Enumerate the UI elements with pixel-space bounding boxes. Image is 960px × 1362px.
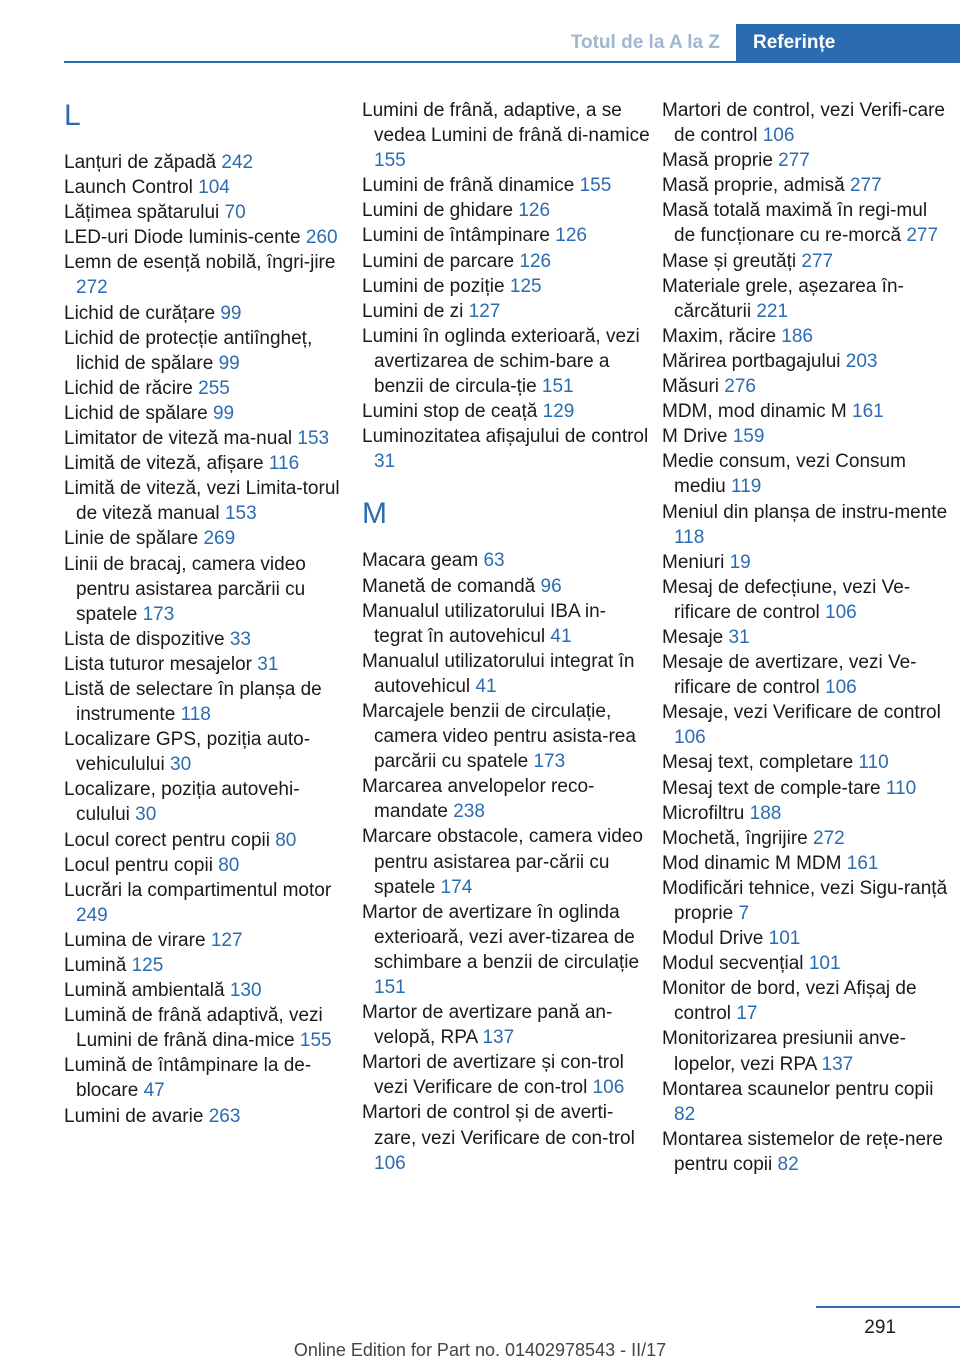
page-reference-link[interactable]: 125 [509,275,542,297]
page-reference-link[interactable]: 106 [592,1077,625,1099]
index-entry [362,548,652,573]
index-entry [662,776,952,801]
page-reference-link[interactable]: 106 [825,677,857,699]
page-reference-link[interactable]: 126 [519,250,552,272]
index-entry-text: Lichid de răcire [64,377,193,399]
page-reference-link[interactable]: 137 [821,1053,854,1075]
index-entry [64,777,350,827]
page-reference-link[interactable]: 188 [749,802,782,824]
page-reference-link[interactable]: 130 [229,980,262,1002]
index-entry-text: Lemn de esență nobilă, îngri-jire [64,252,336,274]
index-entry [64,150,350,175]
page-reference-link[interactable]: 173 [142,603,175,625]
index-entry-text: Martori de avertizare și con-trol vezi Verificare de con-trol [362,1052,624,1099]
page-reference-link[interactable]: 272 [813,827,845,849]
index-entry-text: Manualul utilizatorului integrat în autovehicul [362,650,635,697]
index-entry-text: Monitorizarea presiunii anve-lopelor, vezi RPA [662,1028,906,1075]
page-reference-link[interactable]: 30 [170,754,192,776]
index-entry [362,900,652,1000]
index-entry-text: Linii de bracaj, camera video pentru asistarea parcării cu spatele [64,553,306,625]
index-entry [64,953,350,978]
page-reference-link[interactable]: 70 [224,202,246,224]
index-entry-text: Martor de avertizare pană an-velopă, RPA [362,1002,613,1049]
page-reference-link[interactable]: 110 [858,752,889,774]
index-entry [662,500,952,550]
index-entry [362,299,652,324]
page-reference-link[interactable]: 31 [257,653,279,675]
index-entry [662,399,952,424]
index-entry [362,223,652,248]
index-entry [662,1127,952,1177]
page-reference-link[interactable]: 41 [550,625,572,647]
index-entry-text: Luminozitatea afișajului de control [362,426,649,448]
page-reference-link[interactable]: 116 [268,453,300,475]
page-reference-link[interactable]: 82 [674,1103,696,1125]
index-entry-text: Limită de viteză, afișare [64,453,264,475]
index-entry-text: Mase și greutăți [662,250,797,272]
index-entry-text: Lumini de ghidare [362,200,514,222]
page-reference-link[interactable]: 277 [906,225,939,247]
index-entry-text: Lățimea spătarului [64,202,220,224]
index-entry [64,928,350,953]
index-entry [362,1100,652,1175]
edition-footer: Online Edition for Part no. 01402978543 - II/17 [293,1340,667,1360]
index-entry [662,650,952,700]
page-reference-link[interactable]: 106 [762,125,795,147]
index-entry [64,878,350,928]
index-entry [662,876,952,926]
index-entry [662,349,952,374]
index-entry [64,476,350,526]
index-entry-text: Lichid de protecție antiîngheț, lichid de spălare [64,327,313,374]
index-entry-text: Monitor de bord, vezi Afișaj de control [662,978,917,1025]
page-reference-link[interactable]: 238 [453,801,485,823]
index-entry [662,324,952,349]
index-entry [64,401,350,426]
index-entry [64,301,350,326]
index-entry [662,801,952,826]
page-reference-link[interactable]: 31 [374,451,396,473]
index-entry-text: Lista tuturor mesajelor [64,653,252,675]
index-entry-text: Listă de selectare în planșa de instrumente [64,678,322,726]
index-entry-text: Mod dinamic M MDM [662,852,842,874]
index-entry [662,926,952,951]
page-reference-link[interactable]: 119 [731,476,762,498]
chapter-tab[interactable]: Referințe [736,24,960,62]
index-entry-text: Lumina de virare [64,929,206,951]
index-entry [64,552,350,627]
index-entry [362,774,652,824]
page-reference-link[interactable]: 80 [275,829,297,851]
page-reference-link[interactable]: 126 [555,225,587,247]
index-entry-text: Lichid de spălare [64,402,208,424]
index-entry-text: LED-uri Diode luminis-cente [64,227,301,249]
index-entry [662,575,952,625]
index-entry-text: Mesaj de defecțiune, vezi Ve-rificare de control [662,576,911,623]
index-entry-text: Locul pentru copii [64,854,213,876]
index-entry [662,424,952,449]
index-entry [362,98,652,173]
index-entry [64,1104,350,1129]
index-entry-text: Lumini stop de ceață [362,401,538,423]
index-entry-text: Masă proprie [662,150,773,172]
index-entry [662,98,952,148]
index-entry-text: Marcajele benzii de circulație, camera video pentru asista-rea parcării cu spatele [362,700,636,773]
index-entry [662,976,952,1026]
index-entry-text: Marcarea anvelopelor reco-mandate [362,776,595,823]
page-reference-link[interactable]: 126 [518,200,551,222]
index-entry-text: Medie consum, vezi Consum mediu [662,451,906,498]
index-entry-text: Montarea sistemelor de rețe-nere pentru copii [662,1128,943,1175]
page-reference-link[interactable]: 19 [729,551,751,573]
index-entry [662,249,952,274]
page-reference-link[interactable]: 110 [885,777,917,799]
index-entry [362,649,652,699]
index-entry-text: Lanțuri de zăpadă [64,152,217,173]
page-reference-link[interactable]: 203 [845,350,878,372]
page-reference-link[interactable]: 82 [777,1153,799,1175]
index-entry [662,826,952,851]
page-reference-link[interactable]: 31 [728,626,750,648]
index-entry-text: Mesaj text, completare [662,752,854,774]
page-reference-link[interactable]: 47 [143,1080,165,1102]
index-entry-text: Manualul utilizatorului IBA in-tegrat în autovehicul [362,600,606,647]
page-reference-link[interactable]: 104 [198,177,230,199]
index-letter-heading: L [64,99,81,132]
index-entry [64,426,350,451]
index-entry [64,627,350,652]
index-entry [662,625,952,650]
index-entry-text: M Drive [662,426,728,448]
index-entry-text: Modul Drive [662,928,764,950]
index-entry [662,700,952,750]
index-entry-text: Lumini de frână, adaptive, a se vedea Lumini de frână di-namice [362,100,650,147]
page-reference-link[interactable]: 118 [674,526,705,548]
page-reference-link[interactable]: 7 [738,903,750,924]
page-reference-link[interactable]: 159 [732,426,765,448]
page-reference-link[interactable]: 263 [208,1105,241,1127]
page-reference-link[interactable]: 155 [299,1030,332,1052]
page-reference-link[interactable]: 106 [374,1152,406,1174]
page-reference-link[interactable]: 99 [220,302,242,324]
index-entry-text: Materiale grele, așezarea în-cărcăturii [662,275,904,322]
index-entry-text: Linie de spălare [64,528,199,550]
index-entry-text: Mochetă, îngrijire [662,827,808,849]
page-reference-link[interactable]: 269 [203,528,236,550]
page-reference-link[interactable]: 127 [468,300,501,322]
index-entry-text: Lumini de parcare [362,250,515,272]
page-reference-link[interactable]: 125 [131,955,164,976]
index-entry [64,828,350,853]
index-entry-text: Martori de control și de averti-zare, vezi Verificare de con-trol [362,1102,635,1149]
index-entry-text: Limitator de viteză ma-nual [64,428,293,450]
index-column-1 [64,98,350,1129]
index-entry [662,750,952,775]
index-entry [662,198,952,248]
index-entry [662,851,952,876]
index-entry [662,1026,952,1076]
index-entry-text: Măsuri [662,376,720,398]
section-tab[interactable]: Totul de la A la Z [570,32,720,53]
index-entry [64,526,350,551]
index-entry [64,853,350,878]
page-reference-link[interactable]: 277 [801,250,834,272]
index-entry [64,175,350,200]
index-entry [64,1053,350,1103]
index-entry-text: Martori de control, vezi Verifi-care de control [662,100,945,147]
index-entry [662,449,952,499]
page-reference-link[interactable]: 242 [221,152,254,173]
index-entry-text: Martor de avertizare în oglinda exterioară, vezi aver-tizarea de schimbare a benzii de circulație [362,901,640,973]
index-entry [662,550,952,575]
index-entry [362,274,652,299]
page-reference-link[interactable]: 276 [724,376,756,398]
index-entry-text: Lumină ambientală [64,980,225,1002]
index-entry [362,699,652,774]
index-entry-text: Lumină de frână adaptivă, vezi Lumini de frână dina-mice [64,1005,323,1052]
index-entry [362,824,652,899]
index-entry [662,173,952,198]
index-entry-text: Microfiltru [662,802,745,824]
index-entry-text: Lucrări la compartimentul motor [64,879,332,901]
page-reference-link[interactable]: 155 [374,150,406,172]
page-reference-link[interactable]: 221 [756,300,789,322]
page-reference-link[interactable]: 151 [541,376,574,398]
index-entry [362,599,652,649]
index-entry-text: Mesaje de avertizare, vezi Ve-rificare de control [662,652,917,699]
page-reference-link[interactable]: 80 [218,854,240,876]
index-entry [662,951,952,976]
index-column-2 [362,98,652,1176]
index-entry-text: Marcare obstacole, camera video pentru asistarea par-cării cu spatele [362,826,643,898]
index-entry-text: Lumini de avarie [64,1105,204,1127]
page-reference-link[interactable]: 99 [218,352,240,374]
index-entry [362,424,652,474]
index-entry [662,148,952,173]
index-entry [662,274,952,324]
page-reference-link[interactable]: 249 [76,904,108,926]
page-header [0,24,960,62]
index-entry-text: Lumină de întâmpinare la de-blocare [64,1055,312,1102]
page-reference-link[interactable]: 153 [224,503,257,525]
index-entry-text: Lumină [64,955,127,976]
index-column-3 [662,98,952,1177]
header-rule [64,61,960,63]
index-entry-text: Manetă de comandă [362,575,536,597]
page-reference-link[interactable]: 101 [768,928,801,950]
index-entry [64,376,350,401]
page-reference-link[interactable]: 277 [849,175,882,197]
index-entry-text: Mesaje [662,626,724,648]
index-entry-text: Modul secvențial [662,953,804,975]
index-entry-text: Locul corect pentru copii [64,829,270,851]
page-reference-link[interactable]: 153 [297,428,330,450]
index-entry-text: Masă totală maximă în regi-mul de funcționare cu re-morcă [662,200,928,247]
index-entry [64,1003,350,1053]
index-entry [64,326,350,376]
index-entry [362,249,652,274]
index-entry-text: Montarea scaunelor pentru copii [662,1078,934,1100]
page-reference-link[interactable]: 118 [180,704,211,726]
page-reference-link[interactable]: 277 [778,150,810,172]
index-entry-text: Maxim, răcire [662,325,777,347]
index-entry-text: Lista de dispozitive [64,628,225,650]
page-reference-link[interactable]: 106 [825,601,857,623]
index-entry-text: Lumini de întâmpinare [362,225,550,247]
index-entry [64,727,350,777]
index-entry [362,173,652,198]
page-reference-link[interactable]: 30 [135,804,157,826]
page-reference-link[interactable]: 255 [198,377,230,399]
index-entry [64,677,350,727]
index-entry [64,978,350,1003]
index-entry-text: Lumini de poziție [362,275,505,297]
index-entry-text: Launch Control [64,177,193,199]
index-entry [64,225,350,250]
index-entry-text: MDM, mod dinamic M [662,401,847,423]
index-entry-text: Localizare GPS, poziția auto-vehiculului [64,729,311,776]
page-reference-link[interactable]: 129 [542,401,575,423]
page-reference-link[interactable]: 127 [210,929,243,951]
page-reference-link[interactable]: 63 [483,550,505,572]
index-entry [362,574,652,599]
index-entry [64,250,350,300]
index-entry [362,399,652,424]
index-entry-text: Mărirea portbagajului [662,350,841,372]
page-reference-link[interactable]: 101 [808,953,841,975]
page-reference-link[interactable]: 17 [736,1003,758,1025]
index-entry-text: Lumini în oglinda exterioară, vezi avertizarea de schim-bare a benzii de circula-ție [362,325,640,398]
index-entry [362,1050,652,1100]
index-entry [362,324,652,399]
page-reference-link[interactable]: 137 [482,1027,515,1049]
index-entry [64,652,350,677]
index-entry [662,374,952,399]
index-entry [64,451,350,476]
index-entry-text: Meniuri [662,551,725,573]
index-entry-text: Lumini de zi [362,300,464,322]
index-entry [662,1077,952,1127]
page-reference-link[interactable]: 161 [852,401,884,423]
index-entry-text: Limită de viteză, vezi Limita-torul de viteză manual [64,478,340,525]
footer-rule [816,1306,960,1308]
page-reference-link[interactable]: 96 [540,575,562,597]
index-entry-text: Lichid de curățare [64,302,216,324]
page-reference-link[interactable]: 186 [781,325,813,347]
index-entry-text: Macara geam [362,550,479,572]
page-reference-link[interactable]: 272 [76,277,108,299]
index-entry [64,200,350,225]
index-entry-text: Localizare, poziția autovehi-culului [64,779,300,826]
index-entry-text: Modificări tehnice, vezi Sigu-ranță proprie [662,877,948,924]
page-reference-link[interactable]: 260 [305,227,338,249]
index-entry [362,198,652,223]
page-reference-link[interactable]: 151 [374,977,406,998]
page-reference-link[interactable]: 173 [533,751,566,773]
index-entry-text: Meniul din planșa de instru-mente [662,501,948,523]
page-reference-link[interactable]: 161 [846,852,879,874]
page-reference-link[interactable]: 155 [579,175,612,197]
index-letter-heading: M [362,497,387,531]
page-reference-link[interactable]: 33 [229,628,251,650]
page-reference-link[interactable]: 106 [674,727,706,749]
page-reference-link[interactable]: 41 [475,675,497,697]
index-entry-text: Mesaje, vezi Verificare de control [662,702,941,724]
index-entry [362,1000,652,1050]
index-entry-text: Mesaj text de comple-tare [662,777,881,799]
page-number: 291 [864,1317,896,1338]
page-reference-link[interactable]: 174 [440,876,473,898]
index-entry-text: Lumini de frână dinamice [362,175,575,197]
index-entry-text: Masă proprie, admisă [662,175,845,197]
page-reference-link[interactable]: 99 [212,402,235,424]
